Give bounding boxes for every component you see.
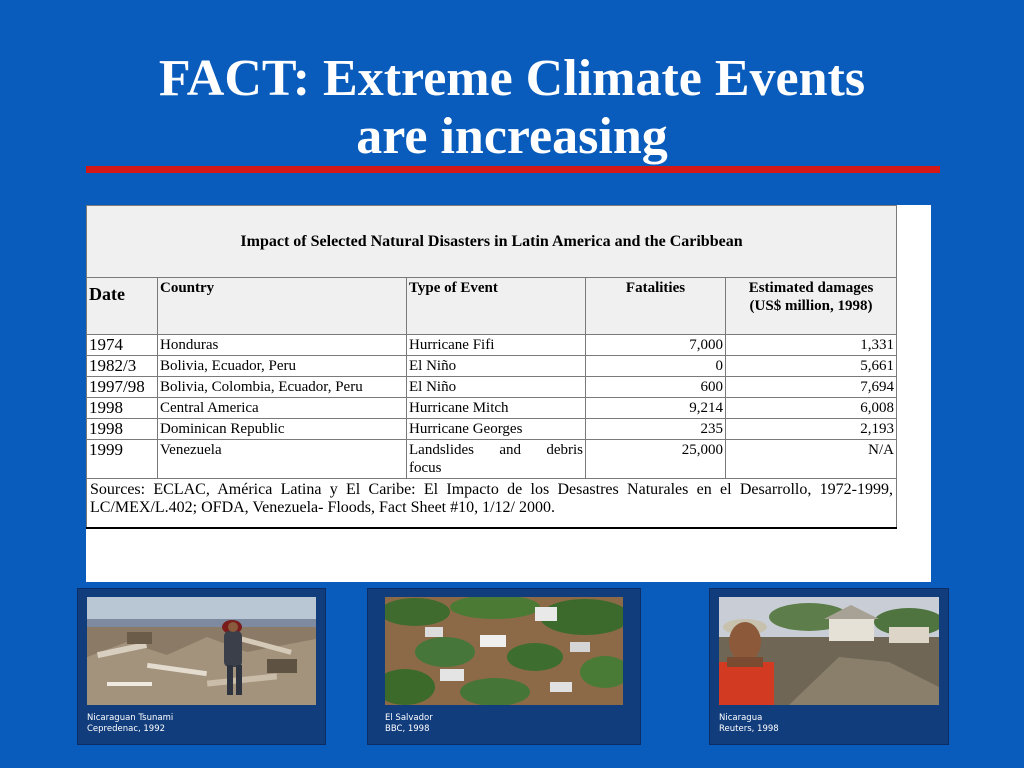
photo-caption-line-2: BBC, 1998 [385, 724, 430, 734]
cell-date: 1997/98 [87, 377, 158, 398]
photo-el-salvador [367, 588, 641, 745]
cell-fatalities: 235 [586, 419, 726, 440]
cell-country: Central America [158, 398, 407, 419]
photo-caption [719, 713, 779, 735]
cell-date: 1974 [87, 335, 158, 356]
table-header-row [87, 278, 897, 335]
cell-country: Dominican Republic [158, 419, 407, 440]
debris-scene-illustration [87, 597, 316, 705]
photo-caption-line-1: Nicaraguan Tsunami [87, 713, 174, 723]
photo-caption-line-2: Reuters, 1998 [719, 724, 779, 734]
cell-date: 1982/3 [87, 356, 158, 377]
table-row [87, 398, 897, 419]
cell-fatalities: 25,000 [586, 440, 726, 479]
cell-date: 1998 [87, 419, 158, 440]
cell-country: Bolivia, Ecuador, Peru [158, 356, 407, 377]
photo-caption [87, 713, 173, 735]
table-row [87, 440, 897, 479]
table-caption: Impact of Selected Natural Disasters in Latin America and the Caribbean [87, 206, 897, 278]
cell-type: Hurricane Mitch [407, 398, 586, 419]
slide-title [0, 50, 1024, 166]
cell-damages: 6,008 [726, 398, 897, 419]
cell-type: Hurricane Georges [407, 419, 586, 440]
photo-nicaragua [709, 588, 949, 745]
cell-fatalities: 7,000 [586, 335, 726, 356]
cell-country: Honduras [158, 335, 407, 356]
title-line-2: are increasing [356, 108, 668, 165]
cell-type [407, 440, 586, 479]
cell-type: El Niño [407, 377, 586, 398]
cell-date: 1999 [87, 440, 158, 479]
flood-photo-image [385, 597, 623, 705]
table-row [87, 335, 897, 356]
header-damages-line-2: (US$ million, 1998) [749, 298, 873, 314]
cell-fatalities: 0 [586, 356, 726, 377]
cell-type-line-1: Landslides and debris [409, 442, 583, 458]
disaster-table [86, 205, 897, 529]
table-row [87, 419, 897, 440]
cell-type: El Niño [407, 356, 586, 377]
header-date: Date [87, 278, 158, 335]
tsunami-photo-image [87, 597, 316, 705]
cell-type-line-2: focus [409, 460, 442, 476]
photo-caption-line-2: Cepredenac, 1992 [87, 724, 166, 734]
title-line-1: FACT: Extreme Climate Events [158, 50, 866, 107]
cell-damages: 7,694 [726, 377, 897, 398]
header-damages-line-1: Estimated damages [748, 280, 874, 296]
photo-nicaraguan-tsunami [77, 588, 326, 745]
title-underline [86, 166, 940, 173]
cell-damages: 2,193 [726, 419, 897, 440]
cell-damages: 5,661 [726, 356, 897, 377]
header-type: Type of Event [407, 278, 586, 335]
cell-damages: N/A [726, 440, 897, 479]
cell-country: Bolivia, Colombia, Ecuador, Peru [158, 377, 407, 398]
cell-country: Venezuela [158, 440, 407, 479]
photo-caption-line-1: Nicaragua [719, 713, 763, 723]
cell-fatalities: 600 [586, 377, 726, 398]
flood-scene-illustration [385, 597, 623, 705]
cell-fatalities: 9,214 [586, 398, 726, 419]
nicaragua-photo-image [719, 597, 939, 705]
cell-date: 1998 [87, 398, 158, 419]
cell-type: Hurricane Fifi [407, 335, 586, 356]
photo-caption [385, 713, 433, 735]
table-row [87, 356, 897, 377]
header-country: Country [158, 278, 407, 335]
table-sources: Sources: ECLAC, América Latina y El Caribe: El Impacto de los Desastres Naturales en el Desarrollo, 1972-1999, LC/MEX/L.402; OFDA, Venezuela- Floods, Fact Sheet #10, 1/12/ 2000. [87, 479, 897, 529]
header-damages [726, 278, 897, 335]
header-fatalities: Fatalities [586, 278, 726, 335]
table-row [87, 377, 897, 398]
photo-caption-line-1: El Salvador [385, 713, 433, 723]
cell-damages: 1,331 [726, 335, 897, 356]
boy-village-illustration [719, 597, 939, 705]
